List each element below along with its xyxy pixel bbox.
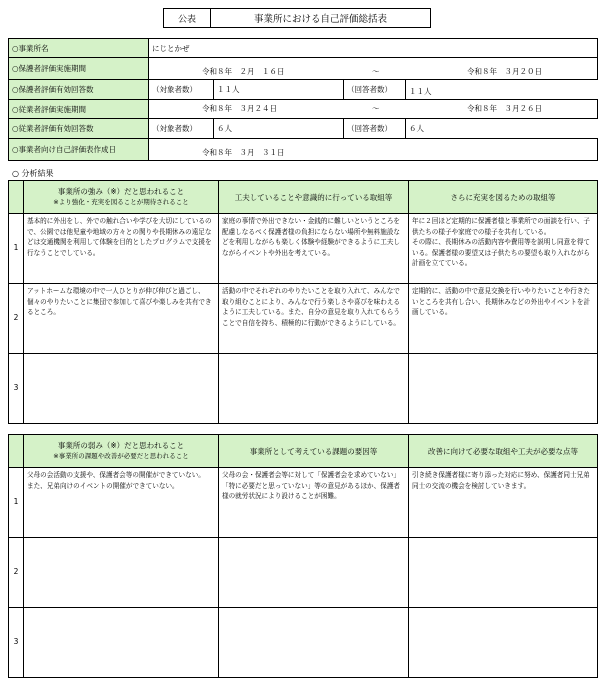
staff-answer-value: ６人 xyxy=(409,124,424,133)
created-date-row xyxy=(9,139,598,161)
public-tag: 公表 xyxy=(163,8,211,28)
weaknesses-col1-subheader: ※事業所の課題や改善が必要だと思われること xyxy=(53,452,189,460)
weaknesses-col2-header: 事業所として考えている課題の要因等 xyxy=(219,435,409,468)
created-date-label: ○事業者向け自己評価表作成日 xyxy=(9,139,149,161)
staff-period-sep: ～ xyxy=(372,103,380,113)
staff-period-label: ○従業者評価実施期間 xyxy=(9,100,149,119)
created-date-value: 令和８年 ３月 ３１日 xyxy=(202,148,285,157)
staff-target-value: ６人 xyxy=(214,119,344,138)
cause-text: 父母の会・保護者会等に対して「保護者会を求めていない」「特に必要だと思っていない」等の意見があるほか、保護者様の就労状況により設けることが困難。 xyxy=(219,468,409,538)
guardian-period-row xyxy=(9,58,598,80)
guardian-target-value: １１人 xyxy=(214,80,344,99)
guardian-target-label: （対象者数） xyxy=(149,80,214,99)
table-row xyxy=(9,284,598,354)
staff-responses-row xyxy=(9,119,598,139)
strength-text: アットホームな環境の中で一人ひとりが伸び伸びと過ごし、個々のやりたいことに集団で参加して喜びや楽しみを共有できるところ。 xyxy=(24,284,219,354)
guardian-period-label: ○保護者評価実施期間 xyxy=(9,58,149,80)
table-row xyxy=(9,214,598,284)
strengths-col2-header: 工夫していることや意識的に行っている取組等 xyxy=(219,181,409,214)
staff-answer-label: （回答者数） xyxy=(344,119,406,138)
facility-name-label: ○事業所名 xyxy=(9,39,149,58)
row-number: 3 xyxy=(9,354,24,424)
weaknesses-col1-header: 事業所の弱み（※）だと思われること ※事業所の課題や改善が必要だと思われること xyxy=(24,435,219,468)
strengths-table xyxy=(8,180,598,424)
cause-text xyxy=(219,608,409,678)
effort-text: 家庭の事情で外出できない・金銭的に難しいというところを配慮しなるべく保護者様の負担にならない場所や無料施設などを利用しながらも楽しく体験や経験ができるように工夫しながらイベントや外出を考えている。 xyxy=(219,214,409,284)
enhancement-text xyxy=(409,354,598,424)
guardian-responses-row xyxy=(9,80,598,100)
strengths-col3-header: さらに充実を図るための取組等 xyxy=(409,181,598,214)
table-row xyxy=(9,608,598,678)
strengths-header-row xyxy=(9,181,598,214)
cause-text xyxy=(219,538,409,608)
facility-name-value: にじとかぜ xyxy=(149,39,598,58)
effort-text: 活動の中でそれぞれのやりたいことを取り入れて、みんなで取り組むことにより、みんなで行う楽しさや喜びを味わえるように工夫している。また、自分の意見を取り入れてもらうことで自信を持ち、積極的に行動ができるようにしている。 xyxy=(219,284,409,354)
row-number: 2 xyxy=(9,538,24,608)
guardian-period-cell xyxy=(149,58,598,80)
staff-period-cell xyxy=(149,100,598,119)
created-date-cell xyxy=(149,139,598,161)
weakness-text: 父母の会活動の支援や、保護者会等の開催ができていない。 また、兄弟向けのイベントの開催ができていない。 xyxy=(24,468,219,538)
staff-target-label: （対象者数） xyxy=(149,119,214,138)
page-title: 事業所における自己評価総括表 xyxy=(211,8,431,28)
facility-info-table xyxy=(8,38,598,161)
staff-period-start: 令和８年 ３月２４日 xyxy=(202,103,277,113)
row-number: 2 xyxy=(9,284,24,354)
guardian-responses-label: ○保護者評価有効回答数 xyxy=(9,80,149,100)
staff-period-row xyxy=(9,100,598,119)
improvement-text xyxy=(409,608,598,678)
guardian-period-end: 令和８年 ３月２０日 xyxy=(467,67,542,76)
strengths-col1-subheader: ※より強化・充実を図ることが期待されること xyxy=(53,198,189,206)
weakness-text xyxy=(24,608,219,678)
strength-text xyxy=(24,354,219,424)
page-header xyxy=(163,8,431,28)
table-row xyxy=(9,468,598,538)
weaknesses-table xyxy=(8,434,598,678)
improvement-text: 引き続き保護者様に寄り添った対応に努め、保護者同士兄弟同士の交流の機会を検討していきます。 xyxy=(409,468,598,538)
analysis-section-title: ○ 分析結果 xyxy=(12,169,54,178)
row-number: 1 xyxy=(9,214,24,284)
row-number: 1 xyxy=(9,468,24,538)
table-row xyxy=(9,354,598,424)
weaknesses-header-row xyxy=(9,435,598,468)
weaknesses-col3-header: 改善に向けて必要な取組や工夫が必要な点等 xyxy=(409,435,598,468)
guardian-answer-value: １１人 xyxy=(409,87,432,96)
facility-name-row xyxy=(9,39,598,58)
weakness-text xyxy=(24,538,219,608)
strength-text: 基本的に外出をし、外での触れ合いや学びを大切にしているので、公園では他児童や地域の方々との関りや長期休みの遠足などは交通機関を利用して体験を目的としたプログラムで支援を行なうことでしている。 xyxy=(24,214,219,284)
row-number: 3 xyxy=(9,608,24,678)
guardian-period-sep: ～ xyxy=(372,67,380,76)
guardian-answer-label: （回答者数） xyxy=(344,80,406,99)
guardian-period-start: 令和８年 ２月 １６日 xyxy=(202,67,285,76)
staff-responses-label: ○従業者評価有効回答数 xyxy=(9,119,149,139)
enhancement-text: 年に２回ほど定期的に保護者様と事業所での面談を行い、子供たちの様子や家庭での様子を共有している。 その際に、長期休みの活動内容や費用等を説明し同意を得ている。保護者様の要望又は子供たちの要望も取り入れながら計画を立てている。 xyxy=(409,214,598,284)
table-row xyxy=(9,538,598,608)
improvement-text xyxy=(409,538,598,608)
enhancement-text: 定期的に、活動の中で意見交換を行いやりたいことや行きたいところを共有し合い、長期休みなどの外出やイベントを計画している。 xyxy=(409,284,598,354)
effort-text xyxy=(219,354,409,424)
staff-period-end: 令和８年 ３月２６日 xyxy=(467,103,542,113)
strengths-col1-header: 事業所の強み（※）だと思われること ※より強化・充実を図ることが期待されること xyxy=(24,181,219,214)
